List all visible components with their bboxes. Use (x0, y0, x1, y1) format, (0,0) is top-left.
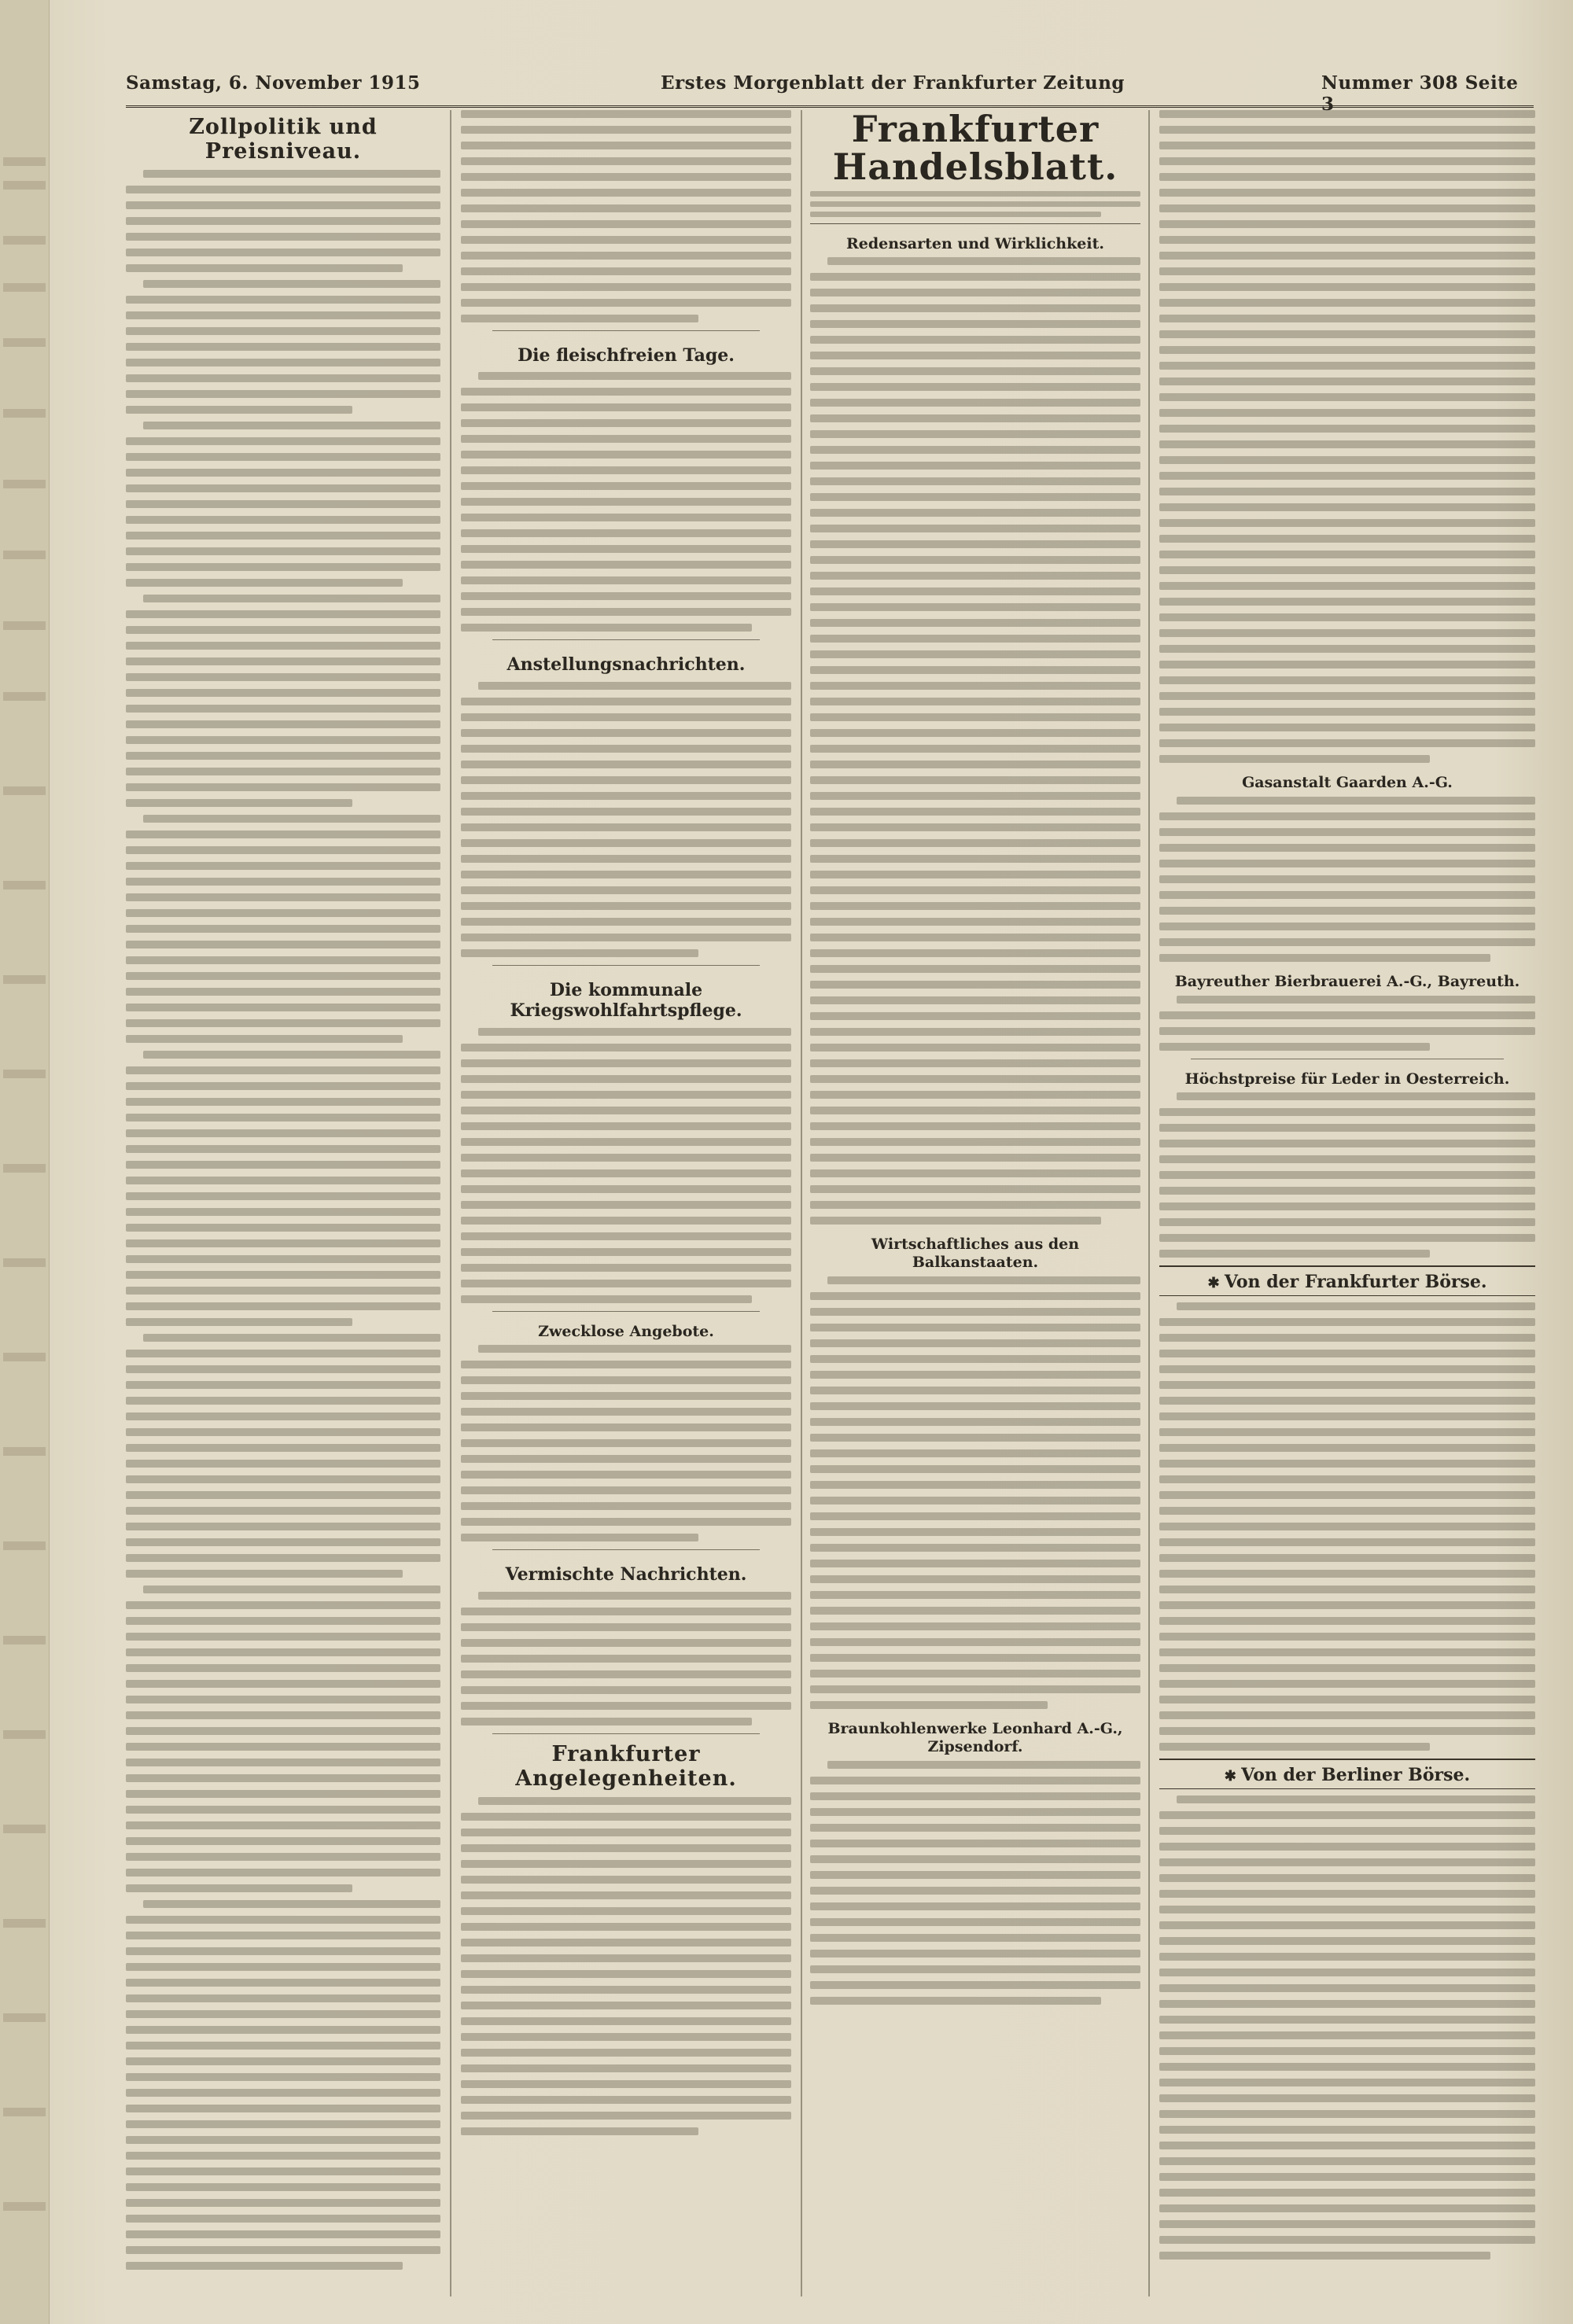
headline-frankfurter-angelegenheiten: Frankfurter Angelegenheiten. (515, 1741, 737, 1791)
headline-fleischfreie-tage: Die fleischfreien Tage. (518, 345, 735, 366)
headline-anstellungsnachrichten: Anstellungsnachrichten. (507, 654, 746, 676)
headline-redensarten: Redensarten und Wirklichkeit. (846, 234, 1104, 252)
headline-zollpolitik: Zollpolitik und Preisniveau. (189, 115, 378, 164)
headline-bayreuther: Bayreuther Bierbrauerei A.-G., Bayreuth. (1174, 972, 1520, 990)
section-title-handelsblatt: Frankfurter Handelsblatt. (832, 110, 1118, 189)
column-3 (810, 110, 1140, 2304)
article-body (810, 257, 1140, 1225)
article-body (1159, 1302, 1535, 1751)
column-1 (126, 110, 440, 2304)
article-body (1159, 110, 1535, 763)
asterisk-icon: ✱ (1224, 1768, 1242, 1785)
header-page-number: Nummer 308 Seite 3 (1321, 72, 1519, 115)
header-title: Erstes Morgenblatt der Frankfurter Zeitung (661, 72, 1125, 94)
article-body (1159, 1092, 1535, 1258)
page-header (126, 72, 1534, 115)
berliner-boerse-label: Von der Berliner Börse. (1241, 1765, 1471, 1786)
reprint-notice (810, 191, 1140, 224)
article-body (461, 1797, 791, 2135)
headline-vermischte-nachrichten: Vermischte Nachrichten. (505, 1564, 747, 1586)
headline-balkanstaaten: Wirtschaftliches aus den Balkanstaaten. (871, 1236, 1080, 1272)
headline-hoechstpreise: Höchstpreise für Leder in Oesterreich. (1184, 1070, 1510, 1088)
column-rule (801, 110, 802, 2296)
article-body (461, 110, 791, 322)
headline-zwecklose-angebote: Zwecklose Angebote. (538, 1322, 714, 1340)
headline-gasanstalt: Gasanstalt Gaarden A.-G. (1242, 774, 1453, 791)
column-rule (1148, 110, 1150, 2296)
article-body (461, 372, 791, 632)
article-body (461, 1345, 791, 1541)
column-rule (450, 110, 451, 2296)
article-body (810, 1276, 1140, 1709)
article-body (126, 170, 440, 2270)
headline-kriegswohlfahrtspflege: Die kommunale Kriegswohlfahrtspflege. (510, 979, 742, 1022)
article-body (461, 682, 791, 957)
article-body (1159, 797, 1535, 962)
article-body (1159, 1795, 1535, 2260)
headline-braunkohlenwerke: Braunkohlenwerke Leonhard A.-G., Zipsendorf. (827, 1719, 1123, 1755)
headline-berliner-boerse (1159, 1759, 1535, 1789)
article-body (810, 1761, 1140, 2005)
headline-frankfurter-boerse (1159, 1265, 1535, 1296)
column-4 (1159, 110, 1535, 2304)
article-body (1159, 996, 1535, 1051)
adjacent-page-edge (0, 0, 50, 2324)
header-date: Samstag, 6. November 1915 (126, 72, 421, 94)
asterisk-icon: ✱ (1207, 1275, 1225, 1292)
article-body (461, 1028, 791, 1303)
article-body (461, 1592, 791, 1726)
column-2 (461, 110, 791, 2304)
frankfurter-boerse-label: Von der Frankfurter Börse. (1224, 1272, 1487, 1293)
